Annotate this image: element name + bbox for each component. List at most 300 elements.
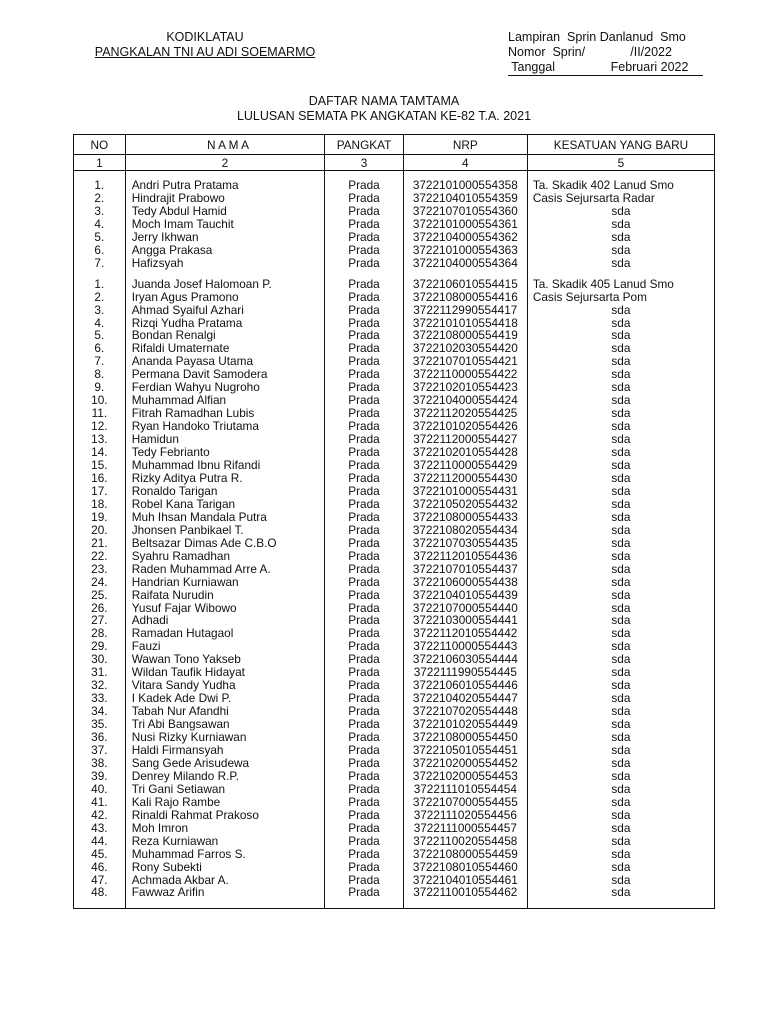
row-no: 19. (74, 511, 126, 524)
row-nrp: 3722107030554435 (403, 537, 527, 550)
row-pangkat: Prada (325, 874, 404, 887)
row-nama: Adhadi (125, 614, 325, 627)
row-nrp: 3722103000554441 (403, 614, 527, 627)
row-nama: Beltsazar Dimas Ade C.B.O (125, 537, 325, 550)
row-no: 28. (74, 627, 126, 640)
row-nama: Jhonsen Panbikael T. (125, 524, 325, 537)
row-nrp: 3722102030554420 (403, 342, 527, 355)
table-row (74, 822, 715, 835)
table-row (74, 576, 715, 589)
letterhead-command: KODIKLATAU (166, 30, 244, 44)
row-nama: Andri Putra Pratama (125, 179, 325, 192)
row-kesatuan: sda (527, 498, 714, 511)
row-nama: Kali Rajo Rambe (125, 796, 325, 809)
column-number-row (74, 155, 715, 171)
row-nrp: 3722106010554415 (403, 278, 527, 291)
row-kesatuan: sda (527, 218, 714, 231)
row-nrp: 3722104000554424 (403, 394, 527, 407)
row-no: 35. (74, 718, 126, 731)
row-kesatuan: sda (527, 589, 714, 602)
row-no: 4. (74, 218, 126, 231)
row-no: 22. (74, 550, 126, 563)
row-pangkat: Prada (325, 459, 404, 472)
row-nama: Denrey Milando R.P. (125, 770, 325, 783)
row-pangkat: Prada (325, 394, 404, 407)
row-nrp: 3722106030554444 (403, 653, 527, 666)
row-nrp: 3722111000554457 (403, 822, 527, 835)
row-nama: Syahru Ramadhan (125, 550, 325, 563)
row-nrp: 3722104000554364 (403, 257, 527, 270)
row-pangkat: Prada (325, 218, 404, 231)
row-kesatuan: sda (527, 757, 714, 770)
row-nrp: 3722108000554459 (403, 848, 527, 861)
row-pangkat: Prada (325, 576, 404, 589)
row-nrp: 3722101000554363 (403, 244, 527, 257)
row-kesatuan: sda (527, 861, 714, 874)
header-nama: N A M A (125, 135, 325, 155)
header-kesatuan: KESATUAN YANG BARU (527, 135, 714, 155)
row-pangkat: Prada (325, 653, 404, 666)
row-no: 30. (74, 653, 126, 666)
table-row (74, 205, 715, 218)
row-pangkat: Prada (325, 433, 404, 446)
row-kesatuan: Casis Sejursarta Pom (527, 291, 714, 304)
row-pangkat: Prada (325, 511, 404, 524)
row-kesatuan: sda (527, 368, 714, 381)
row-no: 39. (74, 770, 126, 783)
col-number: 1 (74, 155, 126, 171)
row-nama: Angga Prakasa (125, 244, 325, 257)
row-no: 17. (74, 485, 126, 498)
row-nama: Rinaldi Rahmat Prakoso (125, 809, 325, 822)
row-pangkat: Prada (325, 886, 404, 899)
row-nama: Permana Davit Samodera (125, 368, 325, 381)
row-nama: Hamidun (125, 433, 325, 446)
table-row (74, 291, 715, 304)
row-nama: Wawan Tono Yakseb (125, 653, 325, 666)
row-no: 2. (74, 291, 126, 304)
row-nrp: 3722110010554462 (403, 886, 527, 899)
table-row (74, 589, 715, 602)
row-kesatuan: sda (527, 563, 714, 576)
row-kesatuan: sda (527, 472, 714, 485)
row-no: 34. (74, 705, 126, 718)
row-kesatuan: sda (527, 342, 714, 355)
row-kesatuan: sda (527, 205, 714, 218)
row-nama: Muh Ihsan Mandala Putra (125, 511, 325, 524)
table-row (74, 835, 715, 848)
row-kesatuan: sda (527, 627, 714, 640)
row-kesatuan: sda (527, 304, 714, 317)
row-no: 32. (74, 679, 126, 692)
row-pangkat: Prada (325, 822, 404, 835)
row-pangkat: Prada (325, 205, 404, 218)
row-no: 9. (74, 381, 126, 394)
row-nrp: 3722106000554438 (403, 576, 527, 589)
row-nrp: 3722108000554433 (403, 511, 527, 524)
row-no: 47. (74, 874, 126, 887)
row-nrp: 3722108000554416 (403, 291, 527, 304)
row-pangkat: Prada (325, 640, 404, 653)
row-kesatuan: sda (527, 731, 714, 744)
row-nrp: 3722101020554426 (403, 420, 527, 433)
row-nama: Rizqi Yudha Pratama (125, 317, 325, 330)
row-pangkat: Prada (325, 602, 404, 615)
row-nama: Raden Muhammad Arre A. (125, 563, 325, 576)
row-pangkat: Prada (325, 291, 404, 304)
table-header-row (74, 135, 715, 155)
row-nama: Moch Imam Tauchit (125, 218, 325, 231)
row-pangkat: Prada (325, 329, 404, 342)
row-kesatuan: sda (527, 550, 714, 563)
row-kesatuan: sda (527, 485, 714, 498)
row-pangkat: Prada (325, 744, 404, 757)
row-pangkat: Prada (325, 407, 404, 420)
table-row (74, 848, 715, 861)
row-no: 18. (74, 498, 126, 511)
row-nrp: 3722112990554417 (403, 304, 527, 317)
row-no: 45. (74, 848, 126, 861)
row-kesatuan: sda (527, 446, 714, 459)
table-row (74, 757, 715, 770)
row-kesatuan: sda (527, 770, 714, 783)
row-pangkat: Prada (325, 666, 404, 679)
table-row (74, 783, 715, 796)
row-no: 5. (74, 231, 126, 244)
row-kesatuan: sda (527, 848, 714, 861)
row-nama: Sang Gede Arisudewa (125, 757, 325, 770)
row-no: 1. (74, 179, 126, 192)
row-kesatuan: sda (527, 718, 714, 731)
row-nrp: 3722108000554419 (403, 329, 527, 342)
row-no: 3. (74, 205, 126, 218)
row-pangkat: Prada (325, 796, 404, 809)
row-pangkat: Prada (325, 809, 404, 822)
header-nrp: NRP (403, 135, 527, 155)
row-kesatuan: sda (527, 420, 714, 433)
row-nama: Bondan Renalgi (125, 329, 325, 342)
col-number: 4 (403, 155, 527, 171)
row-no: 16. (74, 472, 126, 485)
row-kesatuan: sda (527, 679, 714, 692)
row-nrp: 3722111020554456 (403, 809, 527, 822)
row-nrp: 3722102000554453 (403, 770, 527, 783)
table-row (74, 563, 715, 576)
row-nrp: 3722112000554430 (403, 472, 527, 485)
row-no: 10. (74, 394, 126, 407)
row-kesatuan: Ta. Skadik 402 Lanud Smo (527, 179, 714, 192)
table-row (74, 231, 715, 244)
table-row (74, 485, 715, 498)
row-no: 8. (74, 368, 126, 381)
row-kesatuan: sda (527, 355, 714, 368)
table-row (74, 511, 715, 524)
row-pangkat: Prada (325, 304, 404, 317)
row-no: 40. (74, 783, 126, 796)
row-nama: Muhammad Farros S. (125, 848, 325, 861)
table-row (74, 218, 715, 231)
row-nama: Rony Subekti (125, 861, 325, 874)
row-no: 6. (74, 342, 126, 355)
row-no: 33. (74, 692, 126, 705)
table-row (74, 498, 715, 511)
row-nama: Raifata Nurudin (125, 589, 325, 602)
row-nrp: 3722107020554448 (403, 705, 527, 718)
row-nama: Tri Abi Bangsawan (125, 718, 325, 731)
document-title (0, 94, 768, 124)
personnel-table (73, 134, 715, 909)
table-row (74, 537, 715, 550)
row-kesatuan: sda (527, 809, 714, 822)
row-pangkat: Prada (325, 537, 404, 550)
row-pangkat: Prada (325, 835, 404, 848)
row-nama: Muhammad Alfian (125, 394, 325, 407)
row-pangkat: Prada (325, 368, 404, 381)
row-kesatuan: sda (527, 886, 714, 899)
row-kesatuan: sda (527, 640, 714, 653)
row-no: 43. (74, 822, 126, 835)
row-pangkat: Prada (325, 861, 404, 874)
row-pangkat: Prada (325, 627, 404, 640)
table-body (74, 171, 715, 909)
row-nama: Ramadan Hutagaol (125, 627, 325, 640)
row-kesatuan: sda (527, 705, 714, 718)
col-number: 2 (125, 155, 325, 171)
row-nama: Hindrajit Prabowo (125, 192, 325, 205)
row-no: 7. (74, 355, 126, 368)
row-pangkat: Prada (325, 179, 404, 192)
row-no: 46. (74, 861, 126, 874)
row-nama: Robel Kana Tarigan (125, 498, 325, 511)
row-pangkat: Prada (325, 563, 404, 576)
row-pangkat: Prada (325, 278, 404, 291)
row-pangkat: Prada (325, 705, 404, 718)
row-nrp: 3722107010554360 (403, 205, 527, 218)
table-row (74, 472, 715, 485)
row-nama: Fauzi (125, 640, 325, 653)
row-nrp: 3722108020554434 (403, 524, 527, 537)
row-nama: Reza Kurniawan (125, 835, 325, 848)
row-nama: Hafizsyah (125, 257, 325, 270)
row-pangkat: Prada (325, 342, 404, 355)
document-title-line1: DAFTAR NAMA TAMTAMA (308, 94, 460, 108)
table-row (74, 809, 715, 822)
row-nrp: 3722112020554425 (403, 407, 527, 420)
row-no: 13. (74, 433, 126, 446)
row-nrp: 3722101000554431 (403, 485, 527, 498)
row-nama: Yusuf Fajar Wibowo (125, 602, 325, 615)
row-no: 25. (74, 589, 126, 602)
row-no: 12. (74, 420, 126, 433)
row-nama: Wildan Taufik Hidayat (125, 666, 325, 679)
row-no: 20. (74, 524, 126, 537)
row-kesatuan: sda (527, 524, 714, 537)
attachment-reference (508, 30, 703, 76)
row-pangkat: Prada (325, 524, 404, 537)
row-nama: Jerry Ikhwan (125, 231, 325, 244)
row-kesatuan: sda (527, 874, 714, 887)
row-nrp: 3722107000554440 (403, 602, 527, 615)
row-nrp: 3722104020554447 (403, 692, 527, 705)
row-pangkat: Prada (325, 472, 404, 485)
row-pangkat: Prada (325, 589, 404, 602)
row-kesatuan: sda (527, 257, 714, 270)
row-pangkat: Prada (325, 192, 404, 205)
table-row (74, 796, 715, 809)
attachment-lampiran: Lampiran Sprin Danlanud Smo (508, 30, 686, 44)
row-nama: Ahmad Syaiful Azhari (125, 304, 325, 317)
row-nrp: 3722110020554458 (403, 835, 527, 848)
row-kesatuan: sda (527, 381, 714, 394)
row-kesatuan: sda (527, 835, 714, 848)
row-kesatuan: sda (527, 614, 714, 627)
row-no: 48. (74, 886, 126, 899)
row-no: 27. (74, 614, 126, 627)
table-row (74, 244, 715, 257)
row-nama: I Kadek Ade Dwi P. (125, 692, 325, 705)
row-nama: Ryan Handoko Triutama (125, 420, 325, 433)
letterhead-base: PANGKALAN TNI AU ADI SOEMARMO (94, 45, 316, 59)
row-no: 36. (74, 731, 126, 744)
row-nrp: 3722106010554446 (403, 679, 527, 692)
row-nrp: 3722102000554452 (403, 757, 527, 770)
row-nrp: 3722108010554460 (403, 861, 527, 874)
row-nama: Tedy Abdul Hamid (125, 205, 325, 218)
row-kesatuan: Casis Sejursarta Radar (527, 192, 714, 205)
table-row (74, 861, 715, 874)
attachment-nomor: Nomor Sprin/ /II/2022 (508, 45, 672, 59)
row-pangkat: Prada (325, 679, 404, 692)
row-no: 2. (74, 192, 126, 205)
row-pangkat: Prada (325, 485, 404, 498)
col-number: 3 (325, 155, 404, 171)
row-kesatuan: sda (527, 394, 714, 407)
row-nama: Fawwaz Arifin (125, 886, 325, 899)
table-row (74, 257, 715, 270)
row-nama: Handrian Kurniawan (125, 576, 325, 589)
row-kesatuan: sda (527, 244, 714, 257)
row-kesatuan: sda (527, 407, 714, 420)
row-pangkat: Prada (325, 692, 404, 705)
row-nrp: 3722108000554450 (403, 731, 527, 744)
row-nrp: 3722102010554423 (403, 381, 527, 394)
row-pangkat: Prada (325, 848, 404, 861)
table-row (74, 278, 715, 291)
row-nrp: 3722104010554439 (403, 589, 527, 602)
row-no: 5. (74, 329, 126, 342)
row-pangkat: Prada (325, 317, 404, 330)
row-no: 38. (74, 757, 126, 770)
row-nama: Tedy Febrianto (125, 446, 325, 459)
row-kesatuan: sda (527, 692, 714, 705)
table-row (74, 770, 715, 783)
row-nama: Fitrah Ramadhan Lubis (125, 407, 325, 420)
row-pangkat: Prada (325, 244, 404, 257)
row-kesatuan: sda (527, 602, 714, 615)
row-nama: Tri Gani Setiawan (125, 783, 325, 796)
row-nrp: 3722107010554421 (403, 355, 527, 368)
row-nrp: 3722112010554442 (403, 627, 527, 640)
row-nrp: 3722101000554361 (403, 218, 527, 231)
row-no: 41. (74, 796, 126, 809)
row-pangkat: Prada (325, 231, 404, 244)
row-kesatuan: sda (527, 822, 714, 835)
row-nrp: 3722110000554422 (403, 368, 527, 381)
row-no: 6. (74, 244, 126, 257)
row-kesatuan: sda (527, 511, 714, 524)
row-pangkat: Prada (325, 718, 404, 731)
row-kesatuan: sda (527, 537, 714, 550)
row-no: 42. (74, 809, 126, 822)
table-row (74, 192, 715, 205)
row-pangkat: Prada (325, 783, 404, 796)
row-no: 4. (74, 317, 126, 330)
row-nrp: 3722101000554358 (403, 179, 527, 192)
row-kesatuan: sda (527, 653, 714, 666)
row-pangkat: Prada (325, 550, 404, 563)
row-kesatuan: sda (527, 796, 714, 809)
row-pangkat: Prada (325, 420, 404, 433)
row-nama: Muhammad Ibnu Rifandi (125, 459, 325, 472)
row-pangkat: Prada (325, 757, 404, 770)
row-kesatuan: sda (527, 231, 714, 244)
attachment-tanggal: Tanggal Februari 2022 (508, 60, 703, 76)
row-kesatuan: sda (527, 783, 714, 796)
row-nama: Tabah Nur Afandhi (125, 705, 325, 718)
col-number: 5 (527, 155, 714, 171)
row-nrp: 3722112000554427 (403, 433, 527, 446)
row-nrp: 3722111010554454 (403, 783, 527, 796)
table-row (74, 744, 715, 757)
row-pangkat: Prada (325, 770, 404, 783)
row-nama: Ronaldo Tarigan (125, 485, 325, 498)
header-no: NO (74, 135, 126, 155)
row-nrp: 3722110000554429 (403, 459, 527, 472)
row-nama: Moh Imron (125, 822, 325, 835)
row-kesatuan: Ta. Skadik 405 Lanud Smo (527, 278, 714, 291)
row-pangkat: Prada (325, 731, 404, 744)
table-row (74, 179, 715, 192)
row-nrp: 3722102010554428 (403, 446, 527, 459)
row-kesatuan: sda (527, 576, 714, 589)
row-nrp: 3722105020554432 (403, 498, 527, 511)
row-nrp: 3722112010554436 (403, 550, 527, 563)
row-no: 29. (74, 640, 126, 653)
table-row (74, 524, 715, 537)
table-row (74, 304, 715, 317)
row-no: 14. (74, 446, 126, 459)
row-no: 23. (74, 563, 126, 576)
row-no: 15. (74, 459, 126, 472)
row-nama: Nusi Rizky Kurniawan (125, 731, 325, 744)
table-row (74, 550, 715, 563)
row-no: 7. (74, 257, 126, 270)
row-no: 31. (74, 666, 126, 679)
row-kesatuan: sda (527, 459, 714, 472)
row-nama: Rizky Aditya Putra R. (125, 472, 325, 485)
row-nama: Ferdian Wahyu Nugroho (125, 381, 325, 394)
row-nrp: 3722110000554443 (403, 640, 527, 653)
row-no: 1. (74, 278, 126, 291)
row-no: 3. (74, 304, 126, 317)
row-nama: Rifaldi Umaternate (125, 342, 325, 355)
row-no: 24. (74, 576, 126, 589)
header-pangkat: PANGKAT (325, 135, 404, 155)
group-spacer (74, 899, 715, 909)
row-no: 37. (74, 744, 126, 757)
row-nrp: 3722104000554362 (403, 231, 527, 244)
row-nama: Vitara Sandy Yudha (125, 679, 325, 692)
